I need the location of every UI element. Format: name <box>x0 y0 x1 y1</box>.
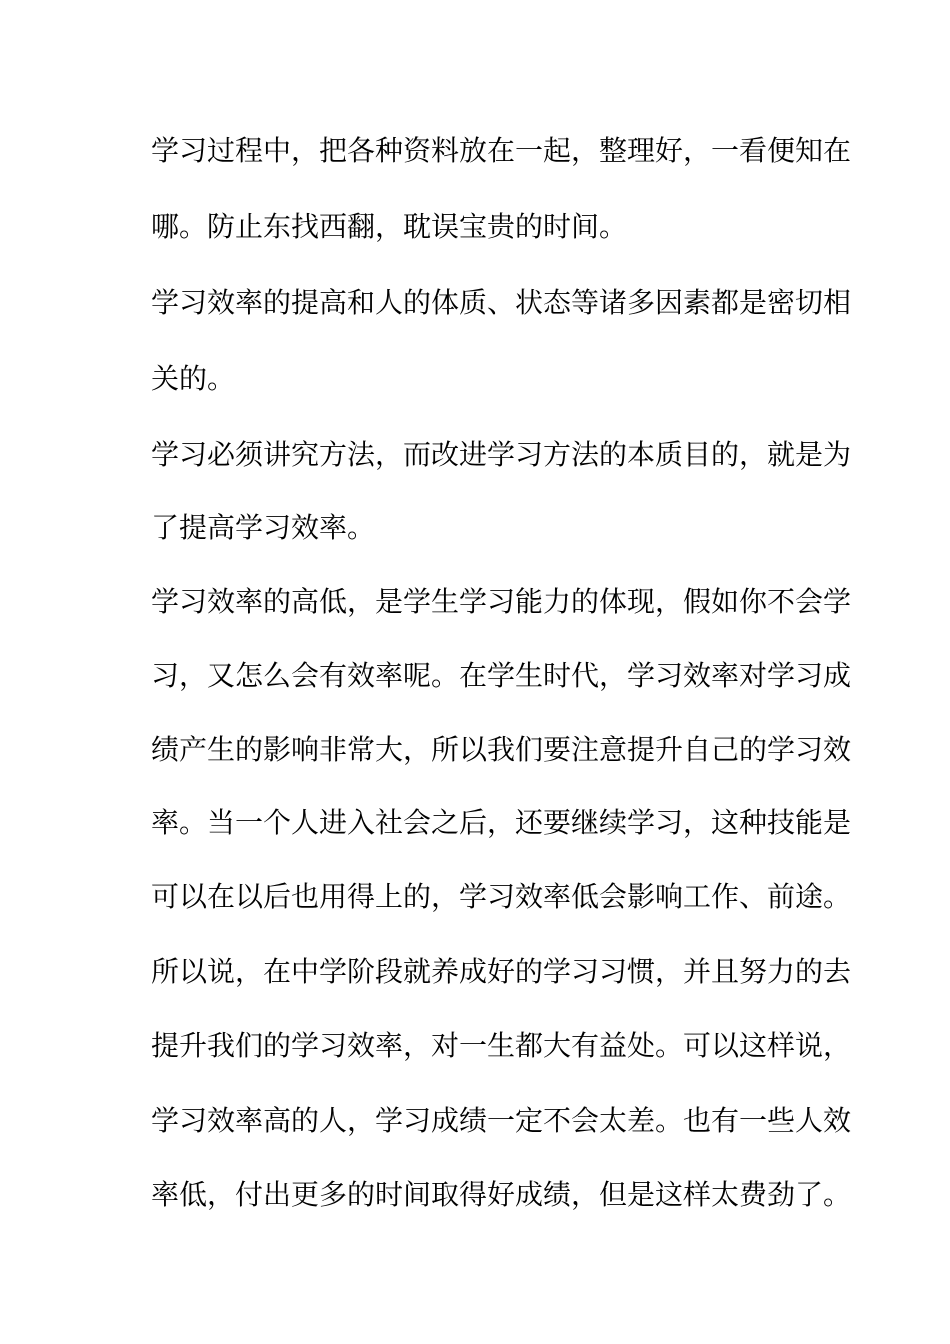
text-line-10: 率。当一个人进入社会之后，还要继续学习，这种技能是 <box>151 806 852 839</box>
text-line-1: 学习过程中，把各种资料放在一起，整理好，一看便知在 <box>151 134 852 167</box>
text-line-12: 所以说，在中学阶段就养成好的学习习惯，并且努力的去 <box>151 955 852 988</box>
text-line-6: 了提高学习效率。 <box>151 511 376 544</box>
text-line-13: 提升我们的学习效率，对一生都大有益处。可以这样说， <box>151 1029 852 1062</box>
text-line-11: 可以在以后也用得上的，学习效率低会影响工作、前途。 <box>151 880 852 913</box>
text-line-9: 绩产生的影响非常大，所以我们要注意提升自己的学习效 <box>151 733 852 766</box>
text-line-5: 学习必须讲究方法，而改进学习方法的本质目的，就是为 <box>151 438 852 471</box>
text-line-14: 学习效率高的人，学习成绩一定不会太差。也有一些人效 <box>151 1104 852 1137</box>
text-line-8: 习，又怎么会有效率呢。在学生时代，学习效率对学习成 <box>151 659 852 692</box>
text-line-15: 率低，付出更多的时间取得好成绩，但是这样太费劲了。 <box>151 1178 852 1211</box>
text-line-3: 学习效率的提高和人的体质、状态等诸多因素都是密切相 <box>151 286 852 319</box>
text-line-4: 关的。 <box>151 362 236 395</box>
text-line-7: 学习效率的高低，是学生学习能力的体现，假如你不会学 <box>151 585 852 618</box>
text-line-2: 哪。防止东找西翻，耽误宝贵的时间。 <box>151 210 628 243</box>
